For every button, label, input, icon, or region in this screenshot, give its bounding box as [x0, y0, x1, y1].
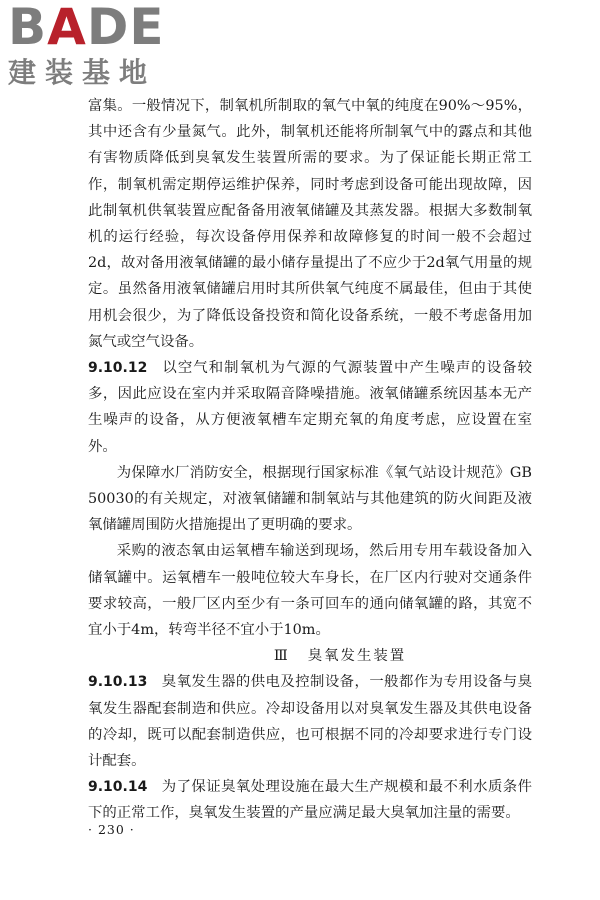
section-roman-numeral: Ⅲ: [273, 648, 290, 665]
section-title-text: 臭氧发生装置: [307, 648, 407, 665]
logo-letter-a: A: [47, 0, 87, 56]
paragraph-text: 采购的液态氧由运氧槽车输送到现场，然后用专用车载设备加入储氧罐中。运氧槽车一般吨位较大车身长，在厂区内行驶对交通条件要求较高，一般厂区内至少有一条可回车的通向储氧罐的路，其宽不宜小于4m，转弯半径不宜小于10m。: [88, 543, 532, 639]
clause-9-10-14: [88, 774, 532, 826]
clause-text: 以空气和制氧机为气源的气源装置中产生噪声的设备较多，因此应设在室内并采取隔音降噪措施。液氧储罐系统因基本无产生噪声的设备，从方便液氧槽车定期充氧的角度考虑，应设置在室外。: [88, 360, 532, 455]
paragraph-fire-safety: [88, 460, 532, 539]
clause-9-10-12: [88, 355, 532, 460]
clause-text: 为了保证臭氧处理设施在最大生产规模和最不利水质条件下的正常工作，臭氧发生装置的产量应满足最大臭氧加注量的需要。: [88, 779, 532, 822]
page-body: [88, 93, 532, 827]
clause-number: 9.10.13: [88, 674, 148, 691]
section-heading: [88, 643, 532, 669]
page-number: · 230 ·: [88, 822, 135, 837]
clause-number: 9.10.12: [88, 360, 148, 377]
logo-subtitle: 建装基地: [8, 56, 157, 89]
paragraph-text: 富集。一般情况下，制氧机所制取的氧气中氧的纯度在90%～95%，其中还含有少量氮气。此外，制氧机还能将所制氧气中的露点和其他有害物质降低到臭氧发生装置所需的要求。为了保证能长期正常工作，制氧机需定期停运维护保养，同时考虑到设备可能出现故障，因此制氧机供氧装置应配备备用液氧储罐及其蒸发器。根据大多数制氧机的运行经验，每次设备停用保养和故障修复的时间一般不会超过2d，故对备用液氧储罐的最小储存量提出了不应少于2d氧气用量的规定。虽然备用液氧储罐启用时其所供氧气纯度不属最佳，但由于其使用机会很少，为了降低设备投资和简化设备系统，一般不考虑备用加氮气或空气设备。: [88, 98, 532, 350]
clause-number: 9.10.14: [88, 779, 148, 796]
bade-logo: [8, 2, 178, 94]
logo-letter-b: B: [8, 0, 48, 56]
paragraph-text: 为保障水厂消防安全，根据现行国家标准《氧气站设计规范》GB 50030的有关规定，对液氧储罐和制氧站与其他建筑的防火间距及液氧储罐周围防火措施提出了更明确的要求。: [88, 464, 532, 534]
clause-text: 臭氧发生器的供电及控制设备，一般都作为专用设备与臭氧发生器配套制造和供应。冷却设备用以对臭氧发生器及其供电设备的冷却，既可以配套制造供应，也可根据不同的冷却要求进行专门设计配套。: [88, 674, 532, 770]
logo-wordmark: [8, 2, 178, 54]
clause-9-10-13: [88, 669, 532, 774]
paragraph-oxygen-transport: [88, 538, 532, 643]
logo-letters-de: DE: [86, 0, 165, 56]
paragraph-continuation: [88, 93, 532, 355]
